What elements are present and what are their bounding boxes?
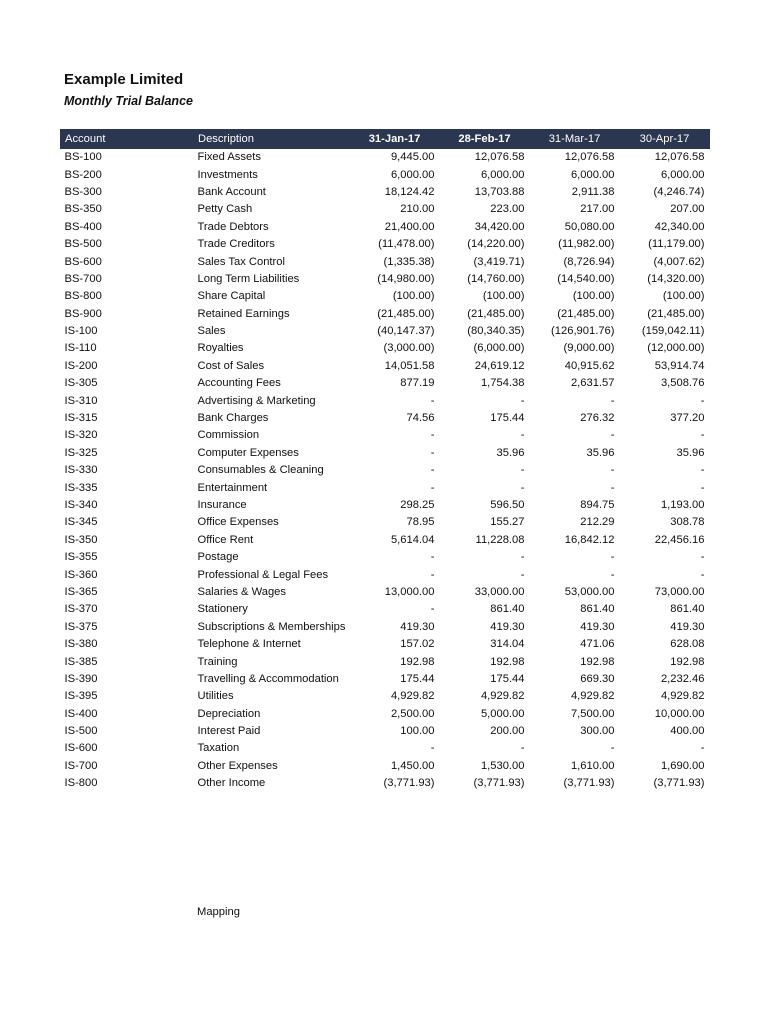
table-row (61, 340, 710, 357)
description-cell[interactable]: Telephone & Internet (197, 638, 301, 651)
account-code-cell[interactable]: IS-335 (64, 481, 98, 494)
description-cell[interactable]: Investments (197, 168, 258, 181)
period-3-value-cell[interactable]: - (610, 551, 615, 564)
period-2-value-cell[interactable]: 155.27 (490, 516, 525, 529)
period-2-value-cell[interactable]: 5,000.00 (480, 707, 525, 720)
period-3-value-cell[interactable]: (8,726.94) (563, 255, 615, 268)
account-code-cell[interactable]: IS-385 (64, 655, 98, 668)
period-4-value-cell[interactable]: 35.96 (676, 446, 705, 459)
period-1-value-cell[interactable]: 14,051.58 (384, 359, 435, 372)
table-row (61, 219, 710, 236)
period-3-value-cell[interactable]: 861.40 (580, 603, 615, 616)
period-4-value-cell[interactable]: 207.00 (670, 203, 705, 216)
table-row (61, 740, 710, 757)
description-cell[interactable]: Stationery (197, 603, 248, 616)
header-period-2[interactable]: 28-Feb-17 (440, 130, 530, 149)
table-row (61, 306, 710, 323)
period-4-value-cell[interactable]: - (700, 464, 705, 477)
table-row (61, 184, 710, 201)
period-1-value-cell[interactable]: - (430, 429, 435, 442)
period-4-value-cell[interactable]: 1,193.00 (660, 499, 705, 511)
account-code-cell[interactable]: BS-800 (64, 290, 102, 303)
table-row (61, 410, 710, 427)
period-4-value-cell[interactable]: 861.40 (670, 603, 705, 616)
table-row (61, 653, 710, 670)
description-cell[interactable]: Salaries & Wages (197, 585, 286, 598)
description-cell[interactable]: Consumables & Cleaning (197, 464, 324, 477)
description-cell[interactable]: Computer Expenses (197, 446, 299, 459)
description-cell[interactable]: Trade Creditors (197, 238, 275, 251)
account-code-cell[interactable]: IS-395 (64, 690, 98, 703)
table-row (61, 288, 710, 305)
table-row (61, 462, 710, 479)
period-4-value-cell[interactable]: (12,000.00) (647, 342, 705, 355)
table-row (61, 584, 710, 601)
description-cell[interactable]: Office Rent (197, 533, 254, 546)
period-3-value-cell[interactable]: 6,000.00 (570, 168, 615, 181)
period-3-value-cell[interactable]: - (610, 568, 615, 581)
header-account[interactable]: Account (61, 130, 194, 149)
period-4-value-cell[interactable]: 22,456.16 (654, 533, 705, 546)
period-1-value-cell[interactable]: (100.00) (392, 290, 435, 303)
account-code-cell[interactable]: IS-310 (64, 394, 98, 407)
description-cell[interactable]: Other Income (197, 777, 266, 790)
period-2-value-cell[interactable]: - (520, 464, 525, 477)
period-3-value-cell[interactable]: (21,485.00) (557, 307, 615, 320)
period-2-value-cell[interactable]: - (520, 481, 525, 494)
account-code-cell[interactable]: BS-500 (64, 238, 102, 251)
header-period-3[interactable]: 31-Mar-17 (530, 130, 620, 149)
period-1-value-cell[interactable]: 4,929.82 (390, 690, 435, 703)
description-cell[interactable]: Trade Debtors (197, 220, 269, 233)
period-4-value-cell[interactable]: - (700, 429, 705, 442)
period-3-value-cell[interactable]: 300.00 (580, 725, 615, 738)
description-cell[interactable]: Utilities (197, 690, 234, 703)
period-2-value-cell[interactable]: 6,000.00 (480, 168, 525, 181)
description-cell[interactable]: Entertainment (197, 481, 268, 494)
period-3-value-cell[interactable]: (11,982.00) (558, 238, 615, 251)
description-cell[interactable]: Accounting Fees (197, 377, 281, 390)
period-1-value-cell[interactable]: (3,771.93) (383, 777, 435, 790)
period-2-value-cell[interactable]: (3,771.93) (473, 777, 525, 790)
period-2-value-cell[interactable]: 13,703.88 (474, 185, 525, 198)
period-2-value-cell[interactable]: 175.44 (490, 672, 525, 685)
period-1-value-cell[interactable]: - (430, 446, 435, 459)
table-row (61, 201, 710, 218)
trial-balance-table (60, 129, 710, 792)
company-name: Example Limited (64, 71, 184, 88)
description-cell[interactable]: Royalties (197, 342, 244, 355)
period-2-value-cell[interactable]: (14,760.00) (467, 272, 525, 285)
table-row (61, 497, 710, 514)
account-code-cell[interactable]: BS-200 (64, 168, 102, 181)
period-1-value-cell[interactable]: 78.95 (406, 516, 435, 529)
period-3-value-cell[interactable]: 894.75 (580, 499, 615, 511)
period-4-value-cell[interactable]: (4,246.74) (653, 185, 705, 198)
period-2-value-cell[interactable]: 192.98 (490, 655, 525, 668)
table-row (61, 445, 710, 462)
period-4-value-cell[interactable]: 53,914.74 (654, 359, 705, 372)
period-3-value-cell[interactable]: - (610, 394, 615, 407)
period-1-value-cell[interactable]: 100.00 (400, 725, 435, 738)
account-code-cell[interactable]: IS-500 (64, 725, 98, 738)
period-3-value-cell[interactable]: 16,842.12 (564, 533, 615, 546)
table-row (61, 688, 710, 705)
table-row (61, 601, 710, 618)
table-row (61, 149, 710, 167)
period-4-value-cell[interactable]: (3,771.93) (653, 777, 705, 790)
period-4-value-cell[interactable]: - (700, 742, 705, 755)
header-period-1[interactable]: 31-Jan-17 (350, 130, 440, 149)
account-code-cell[interactable]: IS-100 (64, 325, 98, 338)
table-row (61, 253, 710, 270)
account-code-cell[interactable]: IS-340 (64, 499, 98, 511)
period-3-value-cell[interactable]: - (610, 481, 615, 494)
description-cell[interactable]: Share Capital (197, 290, 266, 303)
period-2-value-cell[interactable]: - (520, 394, 525, 407)
period-2-value-cell[interactable]: 314.04 (490, 638, 525, 651)
period-3-value-cell[interactable]: (3,771.93) (563, 777, 615, 790)
period-4-value-cell[interactable]: 628.08 (670, 638, 705, 651)
period-1-value-cell[interactable]: (11,478.00) (378, 238, 435, 251)
period-2-value-cell[interactable]: 35.96 (496, 446, 525, 459)
description-cell[interactable]: Petty Cash (197, 203, 253, 216)
period-3-value-cell[interactable]: 212.29 (580, 516, 615, 529)
description-cell[interactable]: Fixed Assets (197, 151, 261, 164)
table-row (61, 514, 710, 531)
period-2-value-cell[interactable]: 223.00 (490, 203, 525, 216)
table-row (61, 549, 710, 566)
account-code-cell[interactable]: IS-330 (64, 464, 98, 477)
period-2-value-cell[interactable]: 34,420.00 (474, 220, 525, 233)
table-row (61, 271, 710, 288)
period-4-value-cell[interactable]: - (700, 481, 705, 494)
account-code-cell[interactable]: IS-325 (64, 446, 98, 459)
table-row (61, 358, 710, 375)
account-code-cell[interactable]: IS-110 (64, 342, 97, 355)
period-4-value-cell[interactable]: (159,042.11) (641, 325, 705, 338)
account-code-cell[interactable]: IS-345 (64, 516, 98, 529)
account-code-cell[interactable]: BS-100 (64, 151, 102, 164)
period-1-value-cell[interactable]: 192.98 (400, 655, 435, 668)
period-1-value-cell[interactable]: 157.02 (400, 638, 435, 651)
period-4-value-cell[interactable]: 12,076.58 (654, 151, 705, 164)
period-2-value-cell[interactable]: - (520, 568, 525, 581)
period-3-value-cell[interactable]: 2,911.38 (571, 185, 615, 198)
period-1-value-cell[interactable]: (21,485.00) (377, 307, 435, 320)
account-code-cell[interactable]: IS-370 (64, 603, 98, 616)
period-1-value-cell[interactable]: 21,400.00 (384, 220, 435, 233)
description-cell[interactable]: Subscriptions & Memberships (197, 620, 346, 633)
period-4-value-cell[interactable]: (14,320.00) (647, 272, 705, 285)
period-3-value-cell[interactable]: (9,000.00) (563, 342, 615, 355)
table-row (61, 775, 710, 792)
description-cell[interactable]: Bank Charges (197, 412, 269, 425)
period-2-value-cell[interactable]: 12,076.58 (474, 151, 525, 164)
period-4-value-cell[interactable]: - (700, 394, 705, 407)
description-cell[interactable]: Other Expenses (197, 759, 278, 772)
period-1-value-cell[interactable]: (1,335.38) (383, 255, 435, 268)
account-code-cell[interactable]: BS-900 (64, 307, 102, 320)
period-4-value-cell[interactable]: 192.98 (670, 655, 705, 668)
period-1-value-cell[interactable]: 9,445.00 (390, 151, 435, 164)
table-row (61, 723, 710, 740)
period-4-value-cell[interactable]: 400.00 (670, 725, 705, 738)
table-row (61, 479, 710, 496)
period-3-value-cell[interactable]: (126,901.76) (551, 325, 615, 338)
period-3-value-cell[interactable]: 12,076.58 (564, 151, 615, 164)
period-3-value-cell[interactable]: 276.32 (580, 412, 615, 425)
period-2-value-cell[interactable]: 1,530.00 (480, 759, 525, 772)
period-1-value-cell[interactable]: 2,500.00 (390, 707, 435, 720)
period-3-value-cell[interactable]: 50,080.00 (564, 220, 615, 233)
account-code-cell[interactable]: IS-375 (64, 620, 98, 633)
table-row (61, 375, 710, 392)
description-cell[interactable]: Long Term Liabilities (197, 272, 300, 285)
table-body (61, 149, 710, 793)
period-2-value-cell[interactable]: - (520, 429, 525, 442)
period-3-value-cell[interactable]: 1,610.00 (570, 759, 615, 772)
account-code-cell[interactable]: BS-400 (64, 220, 102, 233)
account-code-cell[interactable]: IS-390 (64, 672, 98, 685)
account-code-cell[interactable]: BS-350 (64, 203, 102, 216)
mapping-label: Mapping (197, 906, 240, 918)
period-3-value-cell[interactable]: 40,915.62 (564, 359, 615, 372)
period-2-value-cell[interactable]: 33,000.00 (474, 585, 525, 598)
period-4-value-cell[interactable]: 73,000.00 (654, 585, 705, 598)
description-cell[interactable]: Sales Tax Control (197, 255, 285, 268)
period-3-value-cell[interactable]: 4,929.82 (570, 690, 615, 703)
account-code-cell[interactable]: IS-350 (64, 533, 98, 546)
account-code-cell[interactable]: BS-300 (64, 185, 102, 198)
account-code-cell[interactable]: IS-315 (64, 412, 98, 425)
account-code-cell[interactable]: BS-700 (64, 272, 102, 285)
account-code-cell[interactable]: BS-600 (64, 255, 102, 268)
period-4-value-cell[interactable]: 42,340.00 (654, 220, 705, 233)
account-code-cell[interactable]: IS-365 (64, 585, 98, 598)
period-4-value-cell[interactable]: (21,485.00) (647, 307, 705, 320)
period-3-value-cell[interactable]: 2,631.57 (570, 377, 615, 390)
period-4-value-cell[interactable]: 377.20 (670, 412, 705, 425)
period-1-value-cell[interactable]: 6,000.00 (390, 168, 435, 181)
period-2-value-cell[interactable]: 4,929.82 (480, 690, 525, 703)
period-4-value-cell[interactable]: (4,007.62) (653, 255, 705, 268)
table-header-row (61, 130, 710, 149)
account-code-cell[interactable]: IS-355 (64, 551, 98, 564)
period-3-value-cell[interactable]: 217.00 (580, 203, 615, 216)
period-2-value-cell[interactable]: 596.50 (490, 499, 525, 511)
period-2-value-cell[interactable]: 24,619.12 (474, 359, 525, 372)
table-row (61, 323, 710, 340)
period-1-value-cell[interactable]: 74.56 (406, 412, 435, 425)
period-2-value-cell[interactable]: 175.44 (490, 412, 525, 425)
description-cell[interactable]: Interest Paid (197, 725, 261, 738)
table-row (61, 427, 710, 444)
period-3-value-cell[interactable]: (14,540.00) (557, 272, 615, 285)
period-2-value-cell[interactable]: (100.00) (482, 290, 525, 303)
period-2-value-cell[interactable]: (21,485.00) (467, 307, 525, 320)
description-cell[interactable]: Professional & Legal Fees (197, 568, 329, 581)
period-4-value-cell[interactable]: 308.78 (670, 516, 705, 529)
period-2-value-cell[interactable]: 419.30 (490, 620, 525, 633)
period-1-value-cell[interactable]: (3,000.00) (383, 342, 435, 355)
table-row (61, 758, 710, 775)
period-1-value-cell[interactable]: - (430, 551, 435, 564)
period-3-value-cell[interactable]: 35.96 (586, 446, 615, 459)
period-2-value-cell[interactable]: (14,220.00) (467, 238, 525, 251)
table-row (61, 619, 710, 636)
period-2-value-cell[interactable]: 11,228.08 (475, 533, 525, 546)
period-1-value-cell[interactable]: - (430, 481, 435, 494)
period-1-value-cell[interactable]: - (430, 568, 435, 581)
period-3-value-cell[interactable]: 471.06 (580, 638, 615, 651)
period-2-value-cell[interactable]: 200.00 (490, 725, 525, 738)
period-4-value-cell[interactable]: 10,000.00 (654, 707, 705, 720)
period-1-value-cell[interactable]: 210.00 (400, 203, 435, 216)
header-description[interactable]: Description (194, 130, 350, 149)
period-1-value-cell[interactable]: 1,450.00 (390, 759, 435, 772)
period-2-value-cell[interactable]: - (520, 742, 525, 755)
account-code-cell[interactable]: IS-700 (64, 759, 98, 772)
period-2-value-cell[interactable]: 861.40 (490, 603, 525, 616)
period-4-value-cell[interactable]: 3,508.76 (660, 377, 705, 390)
description-cell[interactable]: Advertising & Marketing (197, 394, 316, 407)
period-1-value-cell[interactable]: 18,124.42 (384, 185, 435, 198)
period-1-value-cell[interactable]: 419.30 (400, 620, 435, 633)
period-1-value-cell[interactable]: - (430, 603, 435, 616)
description-cell[interactable]: Depreciation (197, 707, 261, 720)
period-1-value-cell[interactable]: 298.25 (400, 499, 435, 511)
description-cell[interactable]: Retained Earnings (197, 307, 290, 320)
table-row (61, 566, 710, 583)
header-period-4[interactable]: 30-Apr-17 (620, 130, 710, 149)
description-cell[interactable]: Commission (197, 429, 260, 442)
description-cell[interactable]: Office Expenses (197, 516, 279, 529)
period-2-value-cell[interactable]: (80,340.35) (467, 325, 525, 338)
period-4-value-cell[interactable]: 2,232.46 (660, 672, 705, 685)
period-4-value-cell[interactable]: 1,690.00 (660, 759, 705, 772)
period-3-value-cell[interactable]: - (610, 429, 615, 442)
period-4-value-cell[interactable]: (11,179.00) (648, 238, 705, 251)
description-cell[interactable]: Bank Account (197, 185, 266, 198)
period-1-value-cell[interactable]: 13,000.00 (384, 585, 435, 598)
period-4-value-cell[interactable]: 4,929.82 (660, 690, 705, 703)
description-cell[interactable]: Postage (197, 551, 239, 564)
period-3-value-cell[interactable]: 7,500.00 (570, 707, 615, 720)
period-1-value-cell[interactable]: (14,980.00) (377, 272, 435, 285)
account-code-cell[interactable]: IS-200 (64, 359, 98, 372)
period-2-value-cell[interactable]: (6,000.00) (473, 342, 525, 355)
account-code-cell[interactable]: IS-800 (64, 777, 98, 790)
account-code-cell[interactable]: IS-360 (64, 568, 98, 581)
description-cell[interactable]: Cost of Sales (197, 359, 265, 372)
report-title: Monthly Trial Balance (64, 94, 193, 108)
period-2-value-cell[interactable]: 1,754.38 (480, 377, 525, 390)
period-4-value-cell[interactable]: (100.00) (662, 290, 705, 303)
table-row (61, 706, 710, 723)
period-1-value-cell[interactable]: - (430, 464, 435, 477)
account-code-cell[interactable]: IS-320 (64, 429, 98, 442)
table-row (61, 236, 710, 253)
period-3-value-cell[interactable]: - (610, 464, 615, 477)
table-row (61, 636, 710, 653)
period-4-value-cell[interactable]: - (700, 568, 705, 581)
period-2-value-cell[interactable]: - (520, 551, 525, 564)
description-cell[interactable]: Insurance (197, 499, 247, 511)
period-1-value-cell[interactable]: - (430, 742, 435, 755)
account-code-cell[interactable]: IS-305 (64, 377, 98, 390)
period-3-value-cell[interactable]: 419.30 (580, 620, 615, 633)
period-2-value-cell[interactable]: (3,419.71) (473, 255, 525, 268)
period-1-value-cell[interactable]: - (430, 394, 435, 407)
account-code-cell[interactable]: IS-380 (64, 638, 98, 651)
table-row (61, 392, 710, 409)
account-code-cell[interactable]: IS-400 (64, 707, 98, 720)
period-3-value-cell[interactable]: (100.00) (572, 290, 615, 303)
description-cell[interactable]: Training (197, 655, 238, 668)
table-row (61, 671, 710, 688)
period-4-value-cell[interactable]: 6,000.00 (660, 168, 705, 181)
description-cell[interactable]: Travelling & Accommodation (197, 672, 339, 685)
period-1-value-cell[interactable]: 5,614.04 (390, 533, 435, 546)
description-cell[interactable]: Sales (197, 325, 226, 338)
period-1-value-cell[interactable]: 877.19 (400, 377, 435, 390)
table-row (61, 532, 710, 549)
period-4-value-cell[interactable]: - (700, 551, 705, 564)
account-code-cell[interactable]: IS-600 (64, 742, 98, 755)
description-cell[interactable]: Taxation (197, 742, 240, 755)
period-4-value-cell[interactable]: 419.30 (670, 620, 705, 633)
period-3-value-cell[interactable]: 53,000.00 (564, 585, 615, 598)
period-1-value-cell[interactable]: 175.44 (400, 672, 435, 685)
period-3-value-cell[interactable]: 669.30 (580, 672, 615, 685)
period-3-value-cell[interactable]: - (610, 742, 615, 755)
period-1-value-cell[interactable]: (40,147.37) (377, 325, 435, 338)
period-3-value-cell[interactable]: 192.98 (580, 655, 615, 668)
table-row (61, 166, 710, 183)
